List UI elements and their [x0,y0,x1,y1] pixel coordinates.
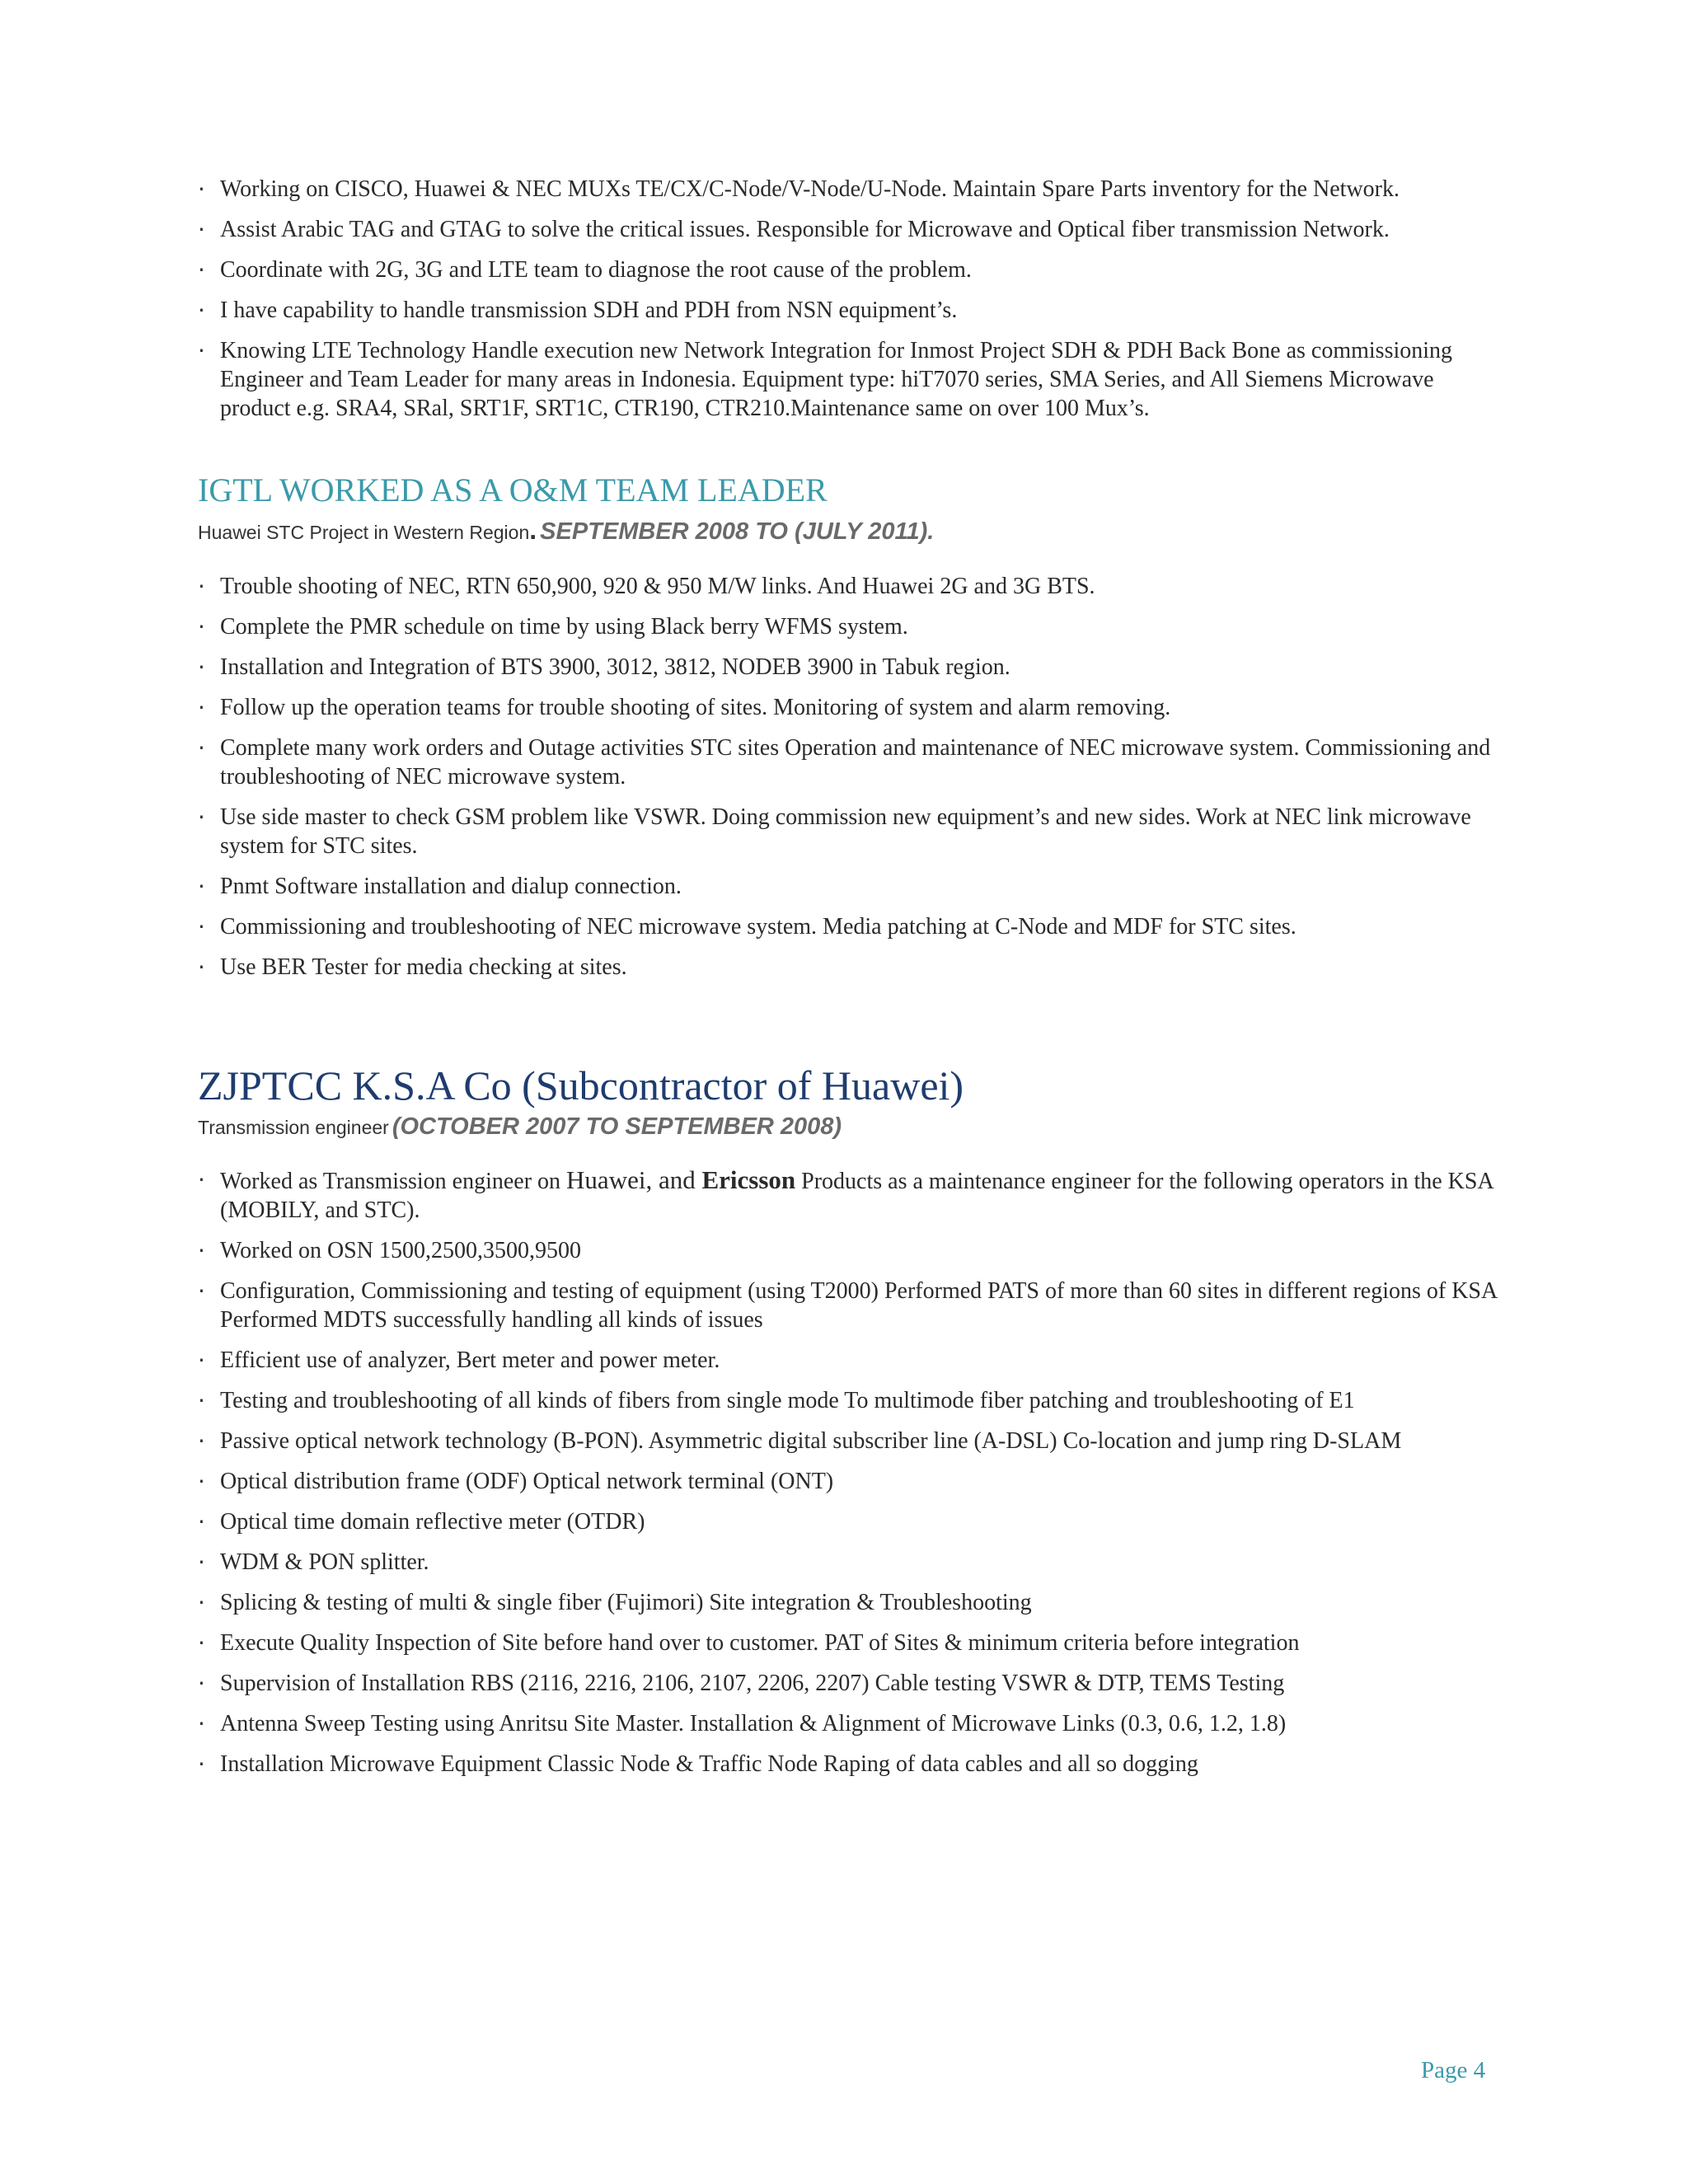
list-item: · Execute Quality Inspection of Site before hand over to customer. PAT of Sites & minimum criteria before integration [198,1629,1500,1657]
list-item: · Working on CISCO, Huawei & NEC MUXs TE/CX/C-Node/V-Node/U-Node. Maintain Spare Parts inventory for the Network. [198,175,1500,204]
igtl-subheading [198,513,1500,552]
list-item: · Antenna Sweep Testing using Anritsu Site Master. Installation & Alignment of Microwave Links (0.3, 0.6, 1.2, 1.8) [198,1709,1500,1738]
list-item: · I have capability to handle transmission SDH and PDH from NSN equipment’s. [198,296,1500,325]
list-item [198,1165,1500,1225]
intro-bullet-list [198,175,1500,423]
list-item: · Splicing & testing of multi & single fiber (Fujimori) Site integration & Troubleshooting [198,1588,1500,1617]
page-number: Page 4 [1421,2057,1486,2083]
list-item: · Complete many work orders and Outage activities STC sites Operation and maintenance of NEC microwave system. Commissioning and troubleshooting of NEC microwave system. [198,733,1500,791]
igtl-heading: IGTL WORKED AS A O&M TEAM LEADER [198,471,828,509]
ericsson-text: Ericsson [701,1165,796,1194]
page-content [198,175,1500,1790]
bullet-text: Products as a maintenance engineer for the following operators in the KSA (MOBILY, and STC). [220,1169,1493,1223]
zjptcc-dates: (OCTOBER 2007 TO SEPTEMBER 2008) [392,1113,842,1140]
zjptcc-heading: ZJPTCC K.S.A Co (Subcontractor of Huawei) [198,1062,964,1108]
igtl-separator: . [529,515,537,545]
igtl-dates: SEPTEMBER 2008 TO (JULY 2011). [540,518,935,545]
list-item: · Worked on OSN 1500,2500,3500,9500 [198,1236,1500,1265]
list-item: · Passive optical network technology (B-PON). Asymmetric digital subscriber line (A-DSL) Co-location and jump ring D-SLAM [198,1427,1500,1455]
and-text: , and [645,1165,702,1194]
zjptcc-role: Transmission engineer [198,1117,389,1138]
list-item: · Supervision of Installation RBS (2116, 2216, 2106, 2107, 2206, 2207) Cable testing VSWR & DTP, TEMS Testing [198,1669,1500,1698]
list-item: · Installation Microwave Equipment Classic Node & Traffic Node Raping of data cables and all so dogging [198,1750,1500,1779]
zjptcc-bullet-list [198,1165,1500,1779]
list-item: · Commissioning and troubleshooting of NEC microwave system. Media patching at C-Node and MDF for STC sites. [198,912,1500,941]
list-item: · WDM & PON splitter. [198,1548,1500,1577]
list-item: · Use side master to check GSM problem like VSWR. Doing commission new equipment’s and new sides. Work at NEC link microwave system for STC sites. [198,803,1500,860]
list-item: · Efficient use of analyzer, Bert meter and power meter. [198,1346,1500,1375]
list-item: · Use BER Tester for media checking at sites. [198,953,1500,982]
list-item: · Optical distribution frame (ODF) Optical network terminal (ONT) [198,1467,1500,1496]
igtl-bullet-list [198,572,1500,982]
igtl-project: Huawei STC Project in Western Region [198,522,530,543]
list-item: · Follow up the operation teams for trouble shooting of sites. Monitoring of system and alarm removing. [198,693,1500,722]
list-item: · Knowing LTE Technology Handle execution new Network Integration for Inmost Project SDH & PDH Back Bone as commissioning Engineer and Team Leader for many areas in Indonesia. Equipment type: hiT7070 series, SMA Series, and All Siemens Microwave product e.g. SRA4, SRal, SRT1F, SRT1C, CTR190, CTR210.Maintenance same on over 100 Mux’s. [198,336,1500,423]
huawei-text: Huawei [566,1165,646,1194]
list-item: · Trouble shooting of NEC, RTN 650,900, 920 & 950 M/W links. And Huawei 2G and 3G BTS. [198,572,1500,601]
list-item: · Coordinate with 2G, 3G and LTE team to diagnose the root cause of the problem. [198,255,1500,284]
list-item: · Configuration, Commissioning and testing of equipment (using T2000) Performed PATS of more than 60 sites in different regions of KSA Performed MDTS successfully handling all kinds of issues [198,1277,1500,1334]
list-item: · Installation and Integration of BTS 3900, 3012, 3812, NODEB 3900 in Tabuk region. [198,653,1500,682]
bullet-text: Worked as Transmission engineer on [220,1169,567,1194]
list-item: · Optical time domain reflective meter (OTDR) [198,1507,1500,1536]
list-item: · Assist Arabic TAG and GTAG to solve the critical issues. Responsible for Microwave and Optical fiber transmission Network. [198,215,1500,244]
zjptcc-subheading [198,1110,1500,1147]
list-item: · Pnmt Software installation and dialup connection. [198,872,1500,901]
list-item: · Testing and troubleshooting of all kinds of fibers from single mode To multimode fiber patching and troubleshooting of E1 [198,1386,1500,1415]
list-item: · Complete the PMR schedule on time by using Black berry WFMS system. [198,612,1500,641]
